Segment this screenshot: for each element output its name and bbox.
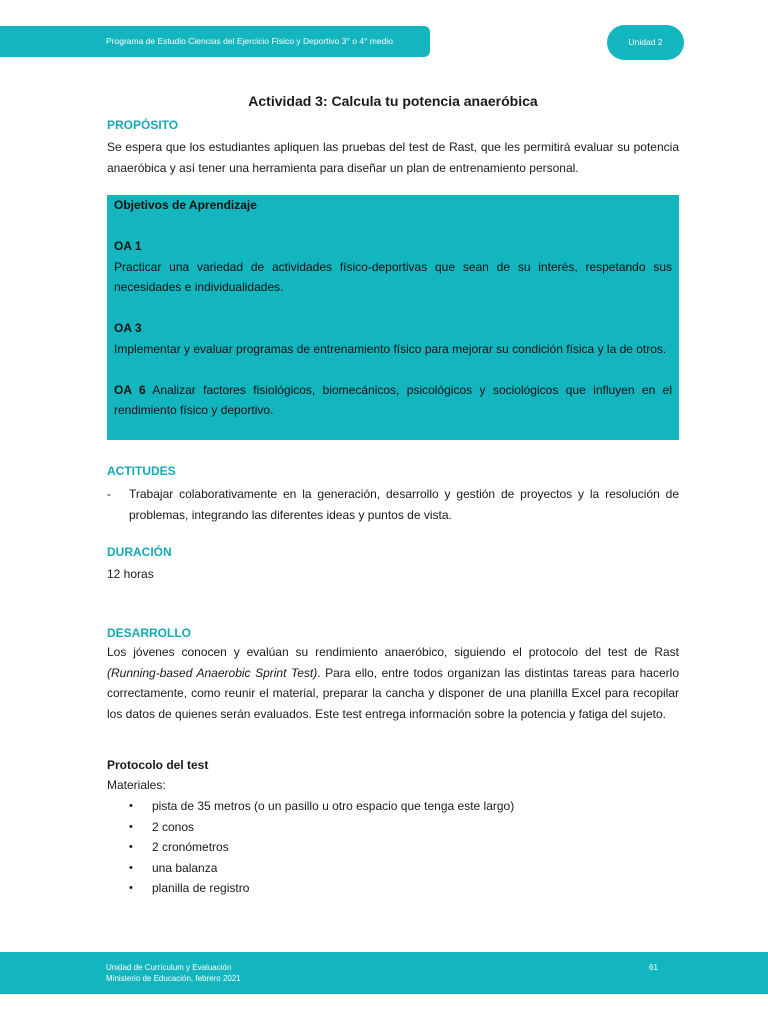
- desarrollo-text: [107, 642, 679, 724]
- desarrollo-text-italic: (Running-based Anaerobic Sprint Test): [107, 665, 318, 680]
- oa1-label: OA 1: [114, 239, 142, 253]
- desarrollo-heading: DESARROLLO: [107, 626, 191, 640]
- footer-bar: [0, 952, 768, 994]
- list-item-text: 2 cronómetros: [152, 840, 229, 855]
- page-number: 61: [649, 963, 658, 972]
- list-item-text: pista de 35 metros (o un pasillo u otro espacio que tenga este largo): [152, 799, 515, 813]
- list-item: [107, 817, 679, 838]
- header-bar: [0, 26, 430, 57]
- list-item-text: 2 conos: [152, 819, 195, 834]
- unit-badge: Unidad 2: [607, 25, 684, 60]
- proposito-heading: PROPÓSITO: [107, 118, 179, 132]
- oa6-label: OA 6: [114, 382, 146, 397]
- oa1-text: Practicar una variedad de actividades físico-deportivas que sean de su interés, respetando sus necesidades e individualidades.: [114, 259, 672, 294]
- actitudes-item: [107, 484, 679, 525]
- list-item: [107, 796, 679, 817]
- bullet-icon: •: [129, 820, 133, 833]
- list-dash: -: [107, 487, 111, 501]
- objetivos-box: [107, 195, 679, 440]
- desarrollo-text-after: . Para ello, entre todos organizan las distintas tareas para hacerlo correctamente, como reunir el material, preparar la cancha y disponer de una planilla Excel para recopilar los datos de quienes serán evaluados. Este test entrega información sobre la potencia y fatiga del sujeto.: [107, 665, 679, 721]
- list-item: [107, 878, 679, 899]
- duracion-heading: DURACIÓN: [107, 545, 172, 559]
- oa3-label: OA 3: [114, 321, 142, 335]
- protocolo-heading: Protocolo del test: [107, 758, 209, 772]
- bullet-icon: •: [129, 882, 133, 895]
- list-item-text: planilla de registro: [152, 881, 250, 896]
- materiales-label: Materiales:: [107, 778, 166, 792]
- footer-line2: Ministerio de Educación, febrero 2021: [106, 973, 241, 983]
- activity-title: Actividad 3: Calcula tu potencia anaeróbica: [248, 93, 538, 109]
- oa3-text: Implementar y evaluar programas de entrenamiento físico para mejorar su condición física y la de otros.: [114, 341, 667, 356]
- oa6-paragraph: [114, 380, 672, 421]
- actitudes-heading: ACTITUDES: [107, 464, 176, 478]
- oa6-text: Analizar factores fisiológicos, biomecánicos, psicológicos y sociológicos que influyen en el rendimiento físico y deportivo.: [114, 382, 673, 417]
- proposito-text: Se espera que los estudiantes apliquen las pruebas del test de Rast, que les permitirá evaluar su potencia anaeróbica y así tener una herramienta para diseñar un plan de entrenamiento personal.: [107, 140, 679, 175]
- list-item-text: una balanza: [152, 860, 218, 875]
- bullet-icon: •: [129, 841, 133, 854]
- list-item: [107, 837, 679, 858]
- materiales-list: [107, 796, 679, 899]
- objetivos-heading: Objetivos de Aprendizaje: [114, 198, 257, 212]
- actitudes-text: Trabajar colaborativamente en la generación, desarrollo y gestión de proyectos y la resolución de problemas, integrando las diferentes ideas y puntos de vista.: [129, 487, 679, 522]
- list-item: [107, 858, 679, 879]
- desarrollo-text-before: Los jóvenes conocen y evalúan su rendimiento anaeróbico, siguiendo el protocolo del test de Rast: [107, 645, 679, 659]
- bullet-icon: •: [129, 861, 133, 874]
- duracion-value: 12 horas: [107, 567, 154, 581]
- footer-credits: [106, 963, 241, 984]
- footer-line1: Unidad de Currículum y Evaluación: [106, 963, 232, 972]
- program-title: Programa de Estudio Ciencias del Ejercicio Físico y Deportivo 3° o 4° medio: [106, 36, 393, 46]
- bullet-icon: •: [129, 800, 133, 812]
